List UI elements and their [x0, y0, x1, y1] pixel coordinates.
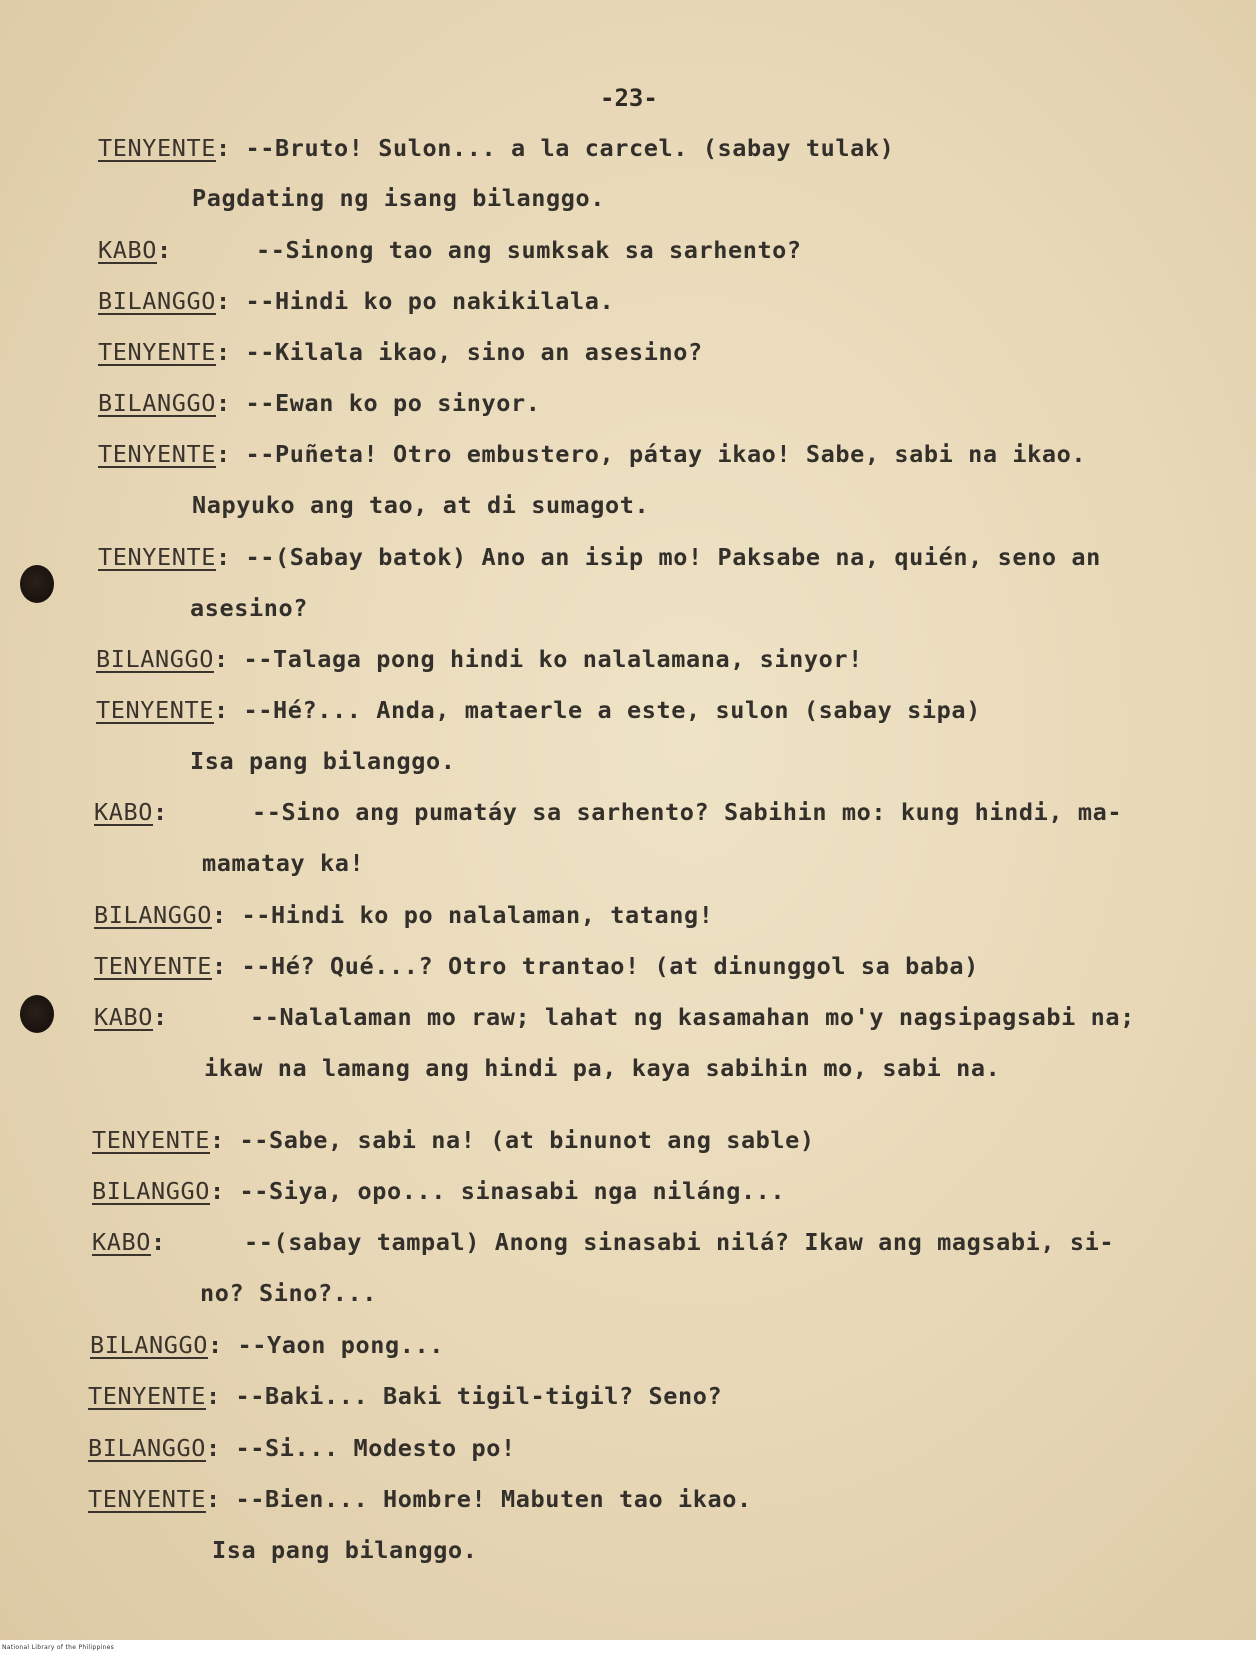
speaker-colon: :: [151, 1228, 166, 1256]
stage-direction: [192, 491, 649, 519]
dialogue-text: --Nalalaman mo raw; lahat ng kasamahan mo'y nagsipagsabi na;: [250, 1003, 1135, 1031]
speaker-name: TENYENTE: [92, 1126, 210, 1154]
dialogue-line: [98, 236, 802, 264]
speaker-colon: :: [206, 1485, 236, 1513]
speaker-name: BILANGGO: [88, 1434, 206, 1462]
stage-direction: [212, 1536, 477, 1564]
dialogue-text: --Talaga pong hindi ko nalalamana, sinyor!: [243, 645, 863, 673]
dialogue-text: asesino?: [190, 594, 308, 622]
dialogue-line: [98, 543, 1101, 571]
speaker-colon: :: [208, 1331, 238, 1359]
speaker-colon: :: [216, 440, 246, 468]
speaker-colon: :: [157, 236, 172, 264]
dialogue-line: [92, 1177, 785, 1205]
punch-hole: [20, 995, 54, 1033]
dialogue-line: [94, 798, 1123, 826]
speaker-colon: :: [214, 645, 244, 673]
dialogue-line: [92, 1126, 815, 1154]
dialogue-continuation: [202, 849, 364, 877]
speaker-name: TENYENTE: [88, 1485, 206, 1513]
dialogue-line: [98, 389, 540, 417]
speaker-name: TENYENTE: [94, 952, 212, 980]
stage-direction-text: Isa pang bilanggo.: [212, 1536, 478, 1564]
speaker-name: KABO: [94, 1003, 153, 1031]
dialogue-line: [98, 134, 894, 162]
dialogue-text: mamatay ka!: [202, 849, 365, 877]
speaker-colon: :: [212, 952, 242, 980]
dialogue-line: [98, 440, 1086, 468]
speaker-name: TENYENTE: [98, 134, 216, 162]
dialogue-text: --Baki... Baki tigil-tigil? Seno?: [235, 1382, 723, 1410]
speaker-colon: :: [153, 798, 168, 826]
dialogue-line: [94, 952, 979, 980]
dialogue-line: [88, 1434, 516, 1462]
speaker-name: BILANGGO: [94, 901, 212, 929]
dialogue-text: ikaw na lamang ang hindi pa, kaya sabihin mo, sabi na.: [204, 1054, 1001, 1082]
speaker-colon: :: [216, 134, 246, 162]
page-number: -23-: [600, 84, 658, 112]
punch-hole: [20, 565, 54, 603]
speaker-colon: :: [210, 1126, 240, 1154]
library-credit: National Library of the Philippines: [2, 1644, 115, 1651]
dialogue-text: --Bien... Hombre! Mabuten tao ikao.: [235, 1485, 752, 1513]
speaker-name: BILANGGO: [96, 645, 214, 673]
dialogue-text: --Sinong tao ang sumksak sa sarhento?: [256, 236, 802, 264]
dialogue-line: [98, 287, 614, 315]
dialogue-text: --(sabay tampal) Anong sinasabi nilá? Ikaw ang magsabi, si-: [244, 1228, 1115, 1256]
dialogue-text: --Puñeta! Otro embustero, pátay ikao! Sabe, sabi na ikao.: [245, 440, 1087, 468]
dialogue-line: [88, 1382, 722, 1410]
speaker-name: BILANGGO: [92, 1177, 210, 1205]
speaker-name: BILANGGO: [98, 287, 216, 315]
speaker-colon: :: [210, 1177, 240, 1205]
dialogue-text: --Kilala ikao, sino an asesino?: [245, 338, 703, 366]
speaker-colon: :: [216, 338, 246, 366]
dialogue-line: [88, 1485, 752, 1513]
speaker-name: BILANGGO: [90, 1331, 208, 1359]
dialogue-continuation: [190, 594, 308, 622]
dialogue-line: [98, 338, 703, 366]
speaker-colon: :: [216, 287, 246, 315]
speaker-colon: :: [216, 543, 246, 571]
dialogue-text: --Ewan ko po sinyor.: [245, 389, 541, 417]
dialogue-text: --Si... Modesto po!: [235, 1434, 516, 1462]
dialogue-line: [90, 1331, 444, 1359]
speaker-name: TENYENTE: [98, 338, 216, 366]
stage-direction-text: Napyuko ang tao, at di sumagot.: [192, 491, 650, 519]
dialogue-continuation: [204, 1054, 1000, 1082]
dialogue-text: --Hé?... Anda, mataerle a este, sulon (sabay sipa): [243, 696, 981, 724]
dialogue-line: [96, 645, 863, 673]
speaker-name: KABO: [92, 1228, 151, 1256]
dialogue-text: --Yaon pong...: [237, 1331, 444, 1359]
speaker-name: KABO: [98, 236, 157, 264]
speaker-colon: :: [153, 1003, 168, 1031]
dialogue-text: --Sino ang pumatáy sa sarhento? Sabihin mo: kung hindi, ma-: [252, 798, 1123, 826]
stage-direction-text: Isa pang bilanggo.: [190, 747, 456, 775]
dialogue-text: --Bruto! Sulon... a la carcel. (sabay tulak): [245, 134, 895, 162]
dialogue-text: --Hindi ko po nalalaman, tatang!: [241, 901, 714, 929]
dialogue-text: --(Sabay batok) Ano an isip mo! Paksabe na, quién, seno an: [245, 543, 1101, 571]
speaker-name: TENYENTE: [88, 1382, 206, 1410]
speaker-name: KABO: [94, 798, 153, 826]
dialogue-continuation: [200, 1279, 377, 1307]
footer-strip: [0, 1640, 1256, 1658]
speaker-name: BILANGGO: [98, 389, 216, 417]
dialogue-text: --Hé? Qué...? Otro trantao! (at dinunggol sa baba): [241, 952, 979, 980]
dialogue-line: [96, 696, 981, 724]
speaker-colon: :: [212, 901, 242, 929]
dialogue-text: no? Sino?...: [200, 1279, 377, 1307]
dialogue-text: --Sabe, sabi na! (at binunot ang sable): [239, 1126, 815, 1154]
speaker-name: TENYENTE: [98, 440, 216, 468]
speaker-colon: :: [206, 1382, 236, 1410]
dialogue-text: --Siya, opo... sinasabi nga niláng...: [239, 1177, 786, 1205]
dialogue-line: [94, 1003, 1135, 1031]
dialogue-text: --Hindi ko po nakikilala.: [245, 287, 615, 315]
speaker-colon: :: [214, 696, 244, 724]
speaker-name: TENYENTE: [96, 696, 214, 724]
stage-direction-text: Pagdating ng isang bilanggo.: [192, 184, 605, 212]
speaker-colon: :: [216, 389, 246, 417]
dialogue-line: [94, 901, 713, 929]
stage-direction: [190, 747, 455, 775]
speaker-colon: :: [206, 1434, 236, 1462]
speaker-name: TENYENTE: [98, 543, 216, 571]
stage-direction: [192, 184, 605, 212]
dialogue-line: [92, 1228, 1115, 1256]
